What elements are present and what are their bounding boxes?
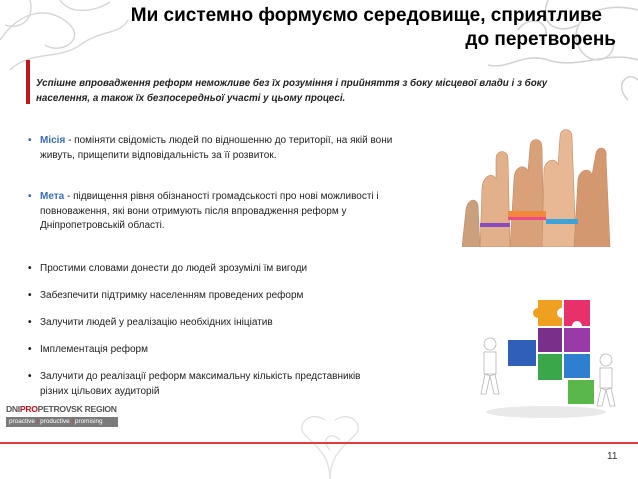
bullet-mission [28,134,468,163]
intro-text [36,76,616,106]
bullet-text [40,134,468,149]
bullet-line: Залучити до реалізації реформ максимальну кількість представників [40,371,361,382]
bullet-term: Місія [40,135,66,146]
bullet-item [28,370,468,399]
logo-name-part: PRO [19,404,38,414]
bullet-dot: • [28,191,32,202]
floral-ornament-bottom [285,395,375,479]
bullet-line: Імплементація реформ [40,344,148,355]
logo-tag-separator: | [36,418,39,425]
bullet-line: - підвищення рівня обізнаності громадськості про нові можливості і [64,191,379,202]
bullet-line: Забезпечити підтримку населенням проведених реформ [40,290,304,301]
footer-divider [0,442,638,444]
bullet-item [28,316,468,331]
dnipropetrovsk-region-logo [6,404,118,430]
bullet-dot: • [28,135,32,146]
logo-name-part: DNI [6,404,20,414]
intro-line-2: населення, а також їх безпосередньої участі у цьому процесі. [36,93,346,104]
logo-tag-separator: | [71,418,74,425]
page-number: 11 [607,451,618,462]
bullet-line: Залучити людей у реалізацію необхідних ініціатив [40,317,273,328]
accent-bar [26,60,30,104]
thumbs-up-hands-image [462,119,622,247]
puzzle-figures-image [468,290,624,420]
bullet-item [28,343,468,358]
bullet-item [28,289,468,304]
logo-tag-word: promising [74,418,103,425]
logo-name [6,404,118,415]
slide-title [60,4,620,52]
title-line-2: до перетворень [465,29,616,50]
bullet-text [40,190,468,205]
bullet-goal [28,190,468,234]
bullet-item [28,262,468,277]
bullet-dot: • [28,290,32,301]
title-line-1: Ми системно формуємо середовище, сприятливе [130,5,602,26]
bullet-dot: • [28,371,32,382]
logo-tag-word: productive [40,418,70,425]
logo-tagline [6,417,118,427]
bullet-line: Простими словами донести до людей зрозумілі їм вигоди [40,263,308,274]
bullet-line: Дніпропетровській області. [40,220,165,231]
bullet-line: різних цільових аудиторій [40,385,160,397]
bullet-term: Мета [40,191,65,202]
bullet-dot: • [28,263,32,274]
bullet-line: повноваження, які вони отримують після впровадження реформ у [40,205,347,217]
logo-tag-word: proactive [9,418,35,425]
logo-name-part: PETROVSK REGION [37,404,117,414]
bullet-line: - поміняти свідомість людей по відношенню до території, на якій вони [65,135,393,146]
bullet-dot: • [28,344,32,355]
intro-line-1: Успішне впровадження реформ неможливе без їх розуміння і прийняття з боку місцевої влади і з боку [36,78,548,89]
bullet-line: живуть, прищепити відповідальність за її розвиток. [40,149,277,161]
bullet-dot: • [28,317,32,328]
